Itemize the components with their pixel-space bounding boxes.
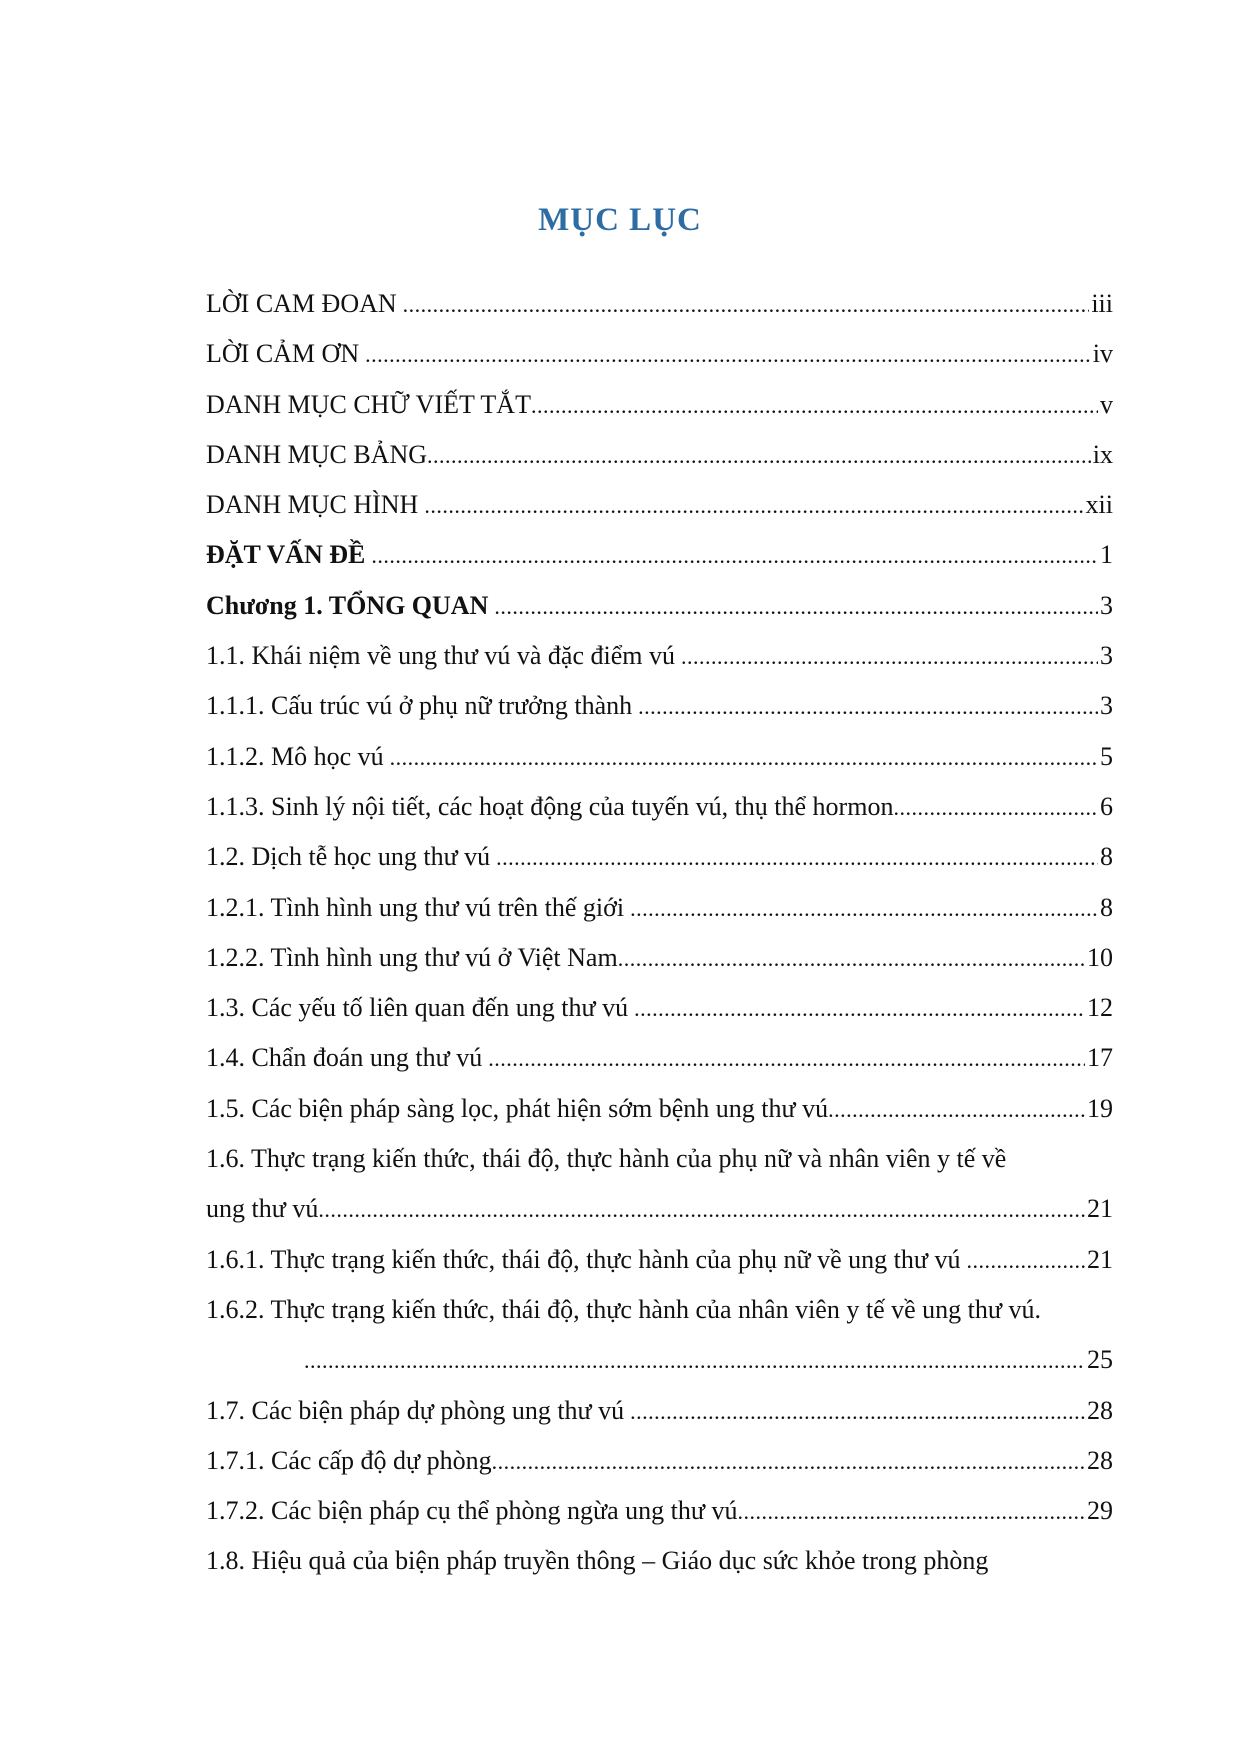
toc-entry[interactable]: [206, 1386, 1113, 1436]
toc-entry-text: Chương 1. TỔNG QUAN: [206, 590, 489, 620]
toc-leader-dots: [681, 632, 1098, 682]
toc-entry-page: xii: [1085, 490, 1113, 520]
toc-entry[interactable]: [206, 1235, 1113, 1285]
toc-entry[interactable]: [206, 1184, 1113, 1234]
toc-entry[interactable]: [206, 1436, 1113, 1486]
toc-entry[interactable]: [206, 832, 1113, 882]
toc-entry-text: 1.7. Các biện pháp dự phòng ung thư vú: [206, 1395, 625, 1425]
toc-entry-text: ĐẶT VẤN ĐỀ: [206, 540, 366, 570]
toc-entry[interactable]: [206, 933, 1113, 983]
toc-entry-page: 28: [1087, 1445, 1113, 1475]
toc-entry-text: 1.6.2. Thực trạng kiến thức, thái độ, thực hành của nhân viên y tế về ung thư vú.: [206, 1294, 1041, 1324]
toc-entry[interactable]: [206, 530, 1113, 580]
toc-entry-page: 3: [1100, 691, 1113, 721]
toc-entry[interactable]: [206, 681, 1113, 731]
toc-entry[interactable]: [206, 380, 1113, 430]
toc-entry-text: 1.4. Chẩn đoán ung thư vú: [206, 1043, 483, 1073]
toc-entry-text: DANH MỤC CHỮ VIẾT TẮT: [206, 389, 531, 419]
toc-entry-text: 1.3. Các yếu tố liên quan đến ung thư vú: [206, 993, 629, 1023]
toc-entry-page: 19: [1087, 1093, 1113, 1123]
toc-entry[interactable]: [206, 782, 1113, 832]
toc-entry-page: iii: [1091, 289, 1113, 318]
toc-leader-dots: [403, 280, 1090, 330]
toc-entry-text: 1.1. Khái niệm về ung thư vú và đặc điểm vú: [206, 641, 675, 671]
toc-entry-page: ix: [1092, 439, 1113, 469]
toc-entry-text: 1.1.2. Mô học vú: [206, 741, 384, 771]
toc-entry-page: 10: [1087, 942, 1113, 972]
toc-entry[interactable]: [206, 279, 1113, 329]
toc-entry-text: 1.1.1. Cấu trúc vú ở phụ nữ trưởng thành: [206, 691, 633, 721]
toc-entry-page: v: [1100, 389, 1113, 419]
toc-leader-dots: [531, 381, 1098, 431]
toc-leader-dots: [318, 1185, 1085, 1235]
toc-entry-text: 1.8. Hiệu quả của biện pháp truyền thông – Giáo dục sức khỏe trong phòng: [206, 1546, 989, 1576]
toc-leader-dots: [427, 431, 1091, 481]
toc-entry-text: LỜI CẢM ƠN: [206, 339, 360, 369]
toc-entry-page: 8: [1100, 842, 1113, 872]
toc-entry-text: 1.7.2. Các biện pháp cụ thể phòng ngừa ung thư vú: [206, 1496, 738, 1526]
toc-entry-text: 1.6. Thực trạng kiến thức, thái độ, thực hành của phụ nữ và nhân viên y tế về: [206, 1144, 1007, 1174]
toc-entry-page: 5: [1100, 741, 1113, 771]
toc-list: [206, 279, 1113, 1587]
toc-entry-page: 28: [1087, 1395, 1113, 1425]
toc-entry[interactable]: [206, 983, 1113, 1033]
toc-entry[interactable]: [206, 1134, 1113, 1184]
toc-leader-dots: [371, 531, 1098, 581]
page-title: MỤC LỤC: [538, 202, 702, 238]
toc-entry-text: 1.1.3. Sinh lý nội tiết, các hoạt động của tuyến vú, thụ thể hormon: [206, 791, 894, 821]
toc-entry-text: 1.7.1. Các cấp độ dự phòng: [206, 1445, 492, 1475]
toc-entry-page: iv: [1092, 339, 1113, 369]
toc-entry[interactable]: [206, 883, 1113, 933]
toc-leader-dots: [494, 582, 1098, 632]
toc-entry-page: 6: [1100, 791, 1113, 821]
toc-leader-dots: [630, 1387, 1085, 1437]
toc-entry-page: 1: [1100, 540, 1113, 570]
toc-entry[interactable]: [206, 329, 1113, 379]
toc-leader-dots: [828, 1085, 1085, 1135]
toc-entry-text: DANH MỤC HÌNH: [206, 490, 419, 520]
toc-entry-text: 1.2.1. Tình hình ung thư vú trên thế giới: [206, 892, 625, 922]
toc-entry-page: 12: [1087, 993, 1113, 1023]
toc-entry-text: ung thư vú: [206, 1194, 319, 1224]
toc-leader-dots: [638, 682, 1098, 732]
toc-entry-text: DANH MỤC BẢNG: [206, 439, 428, 469]
toc-entry[interactable]: [206, 1536, 1113, 1586]
toc-entry-page: 3: [1100, 641, 1113, 671]
toc-leader-dots: [365, 330, 1091, 380]
toc-entry[interactable]: [206, 480, 1113, 530]
toc-leader-dots: [304, 1336, 1085, 1386]
toc-entry[interactable]: [206, 430, 1113, 480]
toc-entry[interactable]: [206, 1084, 1113, 1134]
toc-entry-page: 25: [1087, 1345, 1113, 1375]
toc-entry-page: 3: [1100, 590, 1113, 620]
toc-leader-dots: [634, 984, 1085, 1034]
toc-entry[interactable]: [206, 1486, 1113, 1536]
toc-entry[interactable]: [206, 631, 1113, 681]
toc-entry-page: 21: [1087, 1244, 1113, 1274]
toc-leader-dots: [424, 481, 1083, 531]
toc-leader-dots: [488, 1034, 1085, 1084]
toc-entry-text: 1.5. Các biện pháp sàng lọc, phát hiện sớm bệnh ung thư vú: [206, 1093, 829, 1123]
toc-leader-dots: [492, 1437, 1085, 1487]
toc-leader-dots: [893, 783, 1098, 833]
toc-entry[interactable]: [206, 1285, 1113, 1335]
toc-leader-dots: [618, 934, 1085, 984]
toc-entry-text: 1.2. Dịch tễ học ung thư vú: [206, 842, 491, 872]
toc-entry[interactable]: [206, 1335, 1113, 1385]
toc-leader-dots: [390, 733, 1098, 783]
toc-entry-text: 1.6.1. Thực trạng kiến thức, thái độ, thực hành của phụ nữ về ung thư vú: [206, 1244, 961, 1274]
toc-entry-text: 1.2.2. Tình hình ung thư vú ở Việt Nam: [206, 942, 618, 972]
toc-entry[interactable]: [206, 581, 1113, 631]
toc-entry-page: 29: [1087, 1496, 1113, 1526]
toc-entry-text: LỜI CAM ĐOAN: [206, 289, 397, 318]
toc-entry[interactable]: [206, 732, 1113, 782]
toc-leader-dots: [496, 833, 1098, 883]
toc-leader-dots: [630, 884, 1098, 934]
toc-entry-page: 21: [1087, 1194, 1113, 1224]
toc-entry-page: 17: [1087, 1043, 1113, 1073]
toc-leader-dots: [737, 1487, 1085, 1537]
toc-leader-dots: [967, 1236, 1086, 1286]
toc-entry-page: 8: [1100, 892, 1113, 922]
toc-entry[interactable]: [206, 1033, 1113, 1083]
